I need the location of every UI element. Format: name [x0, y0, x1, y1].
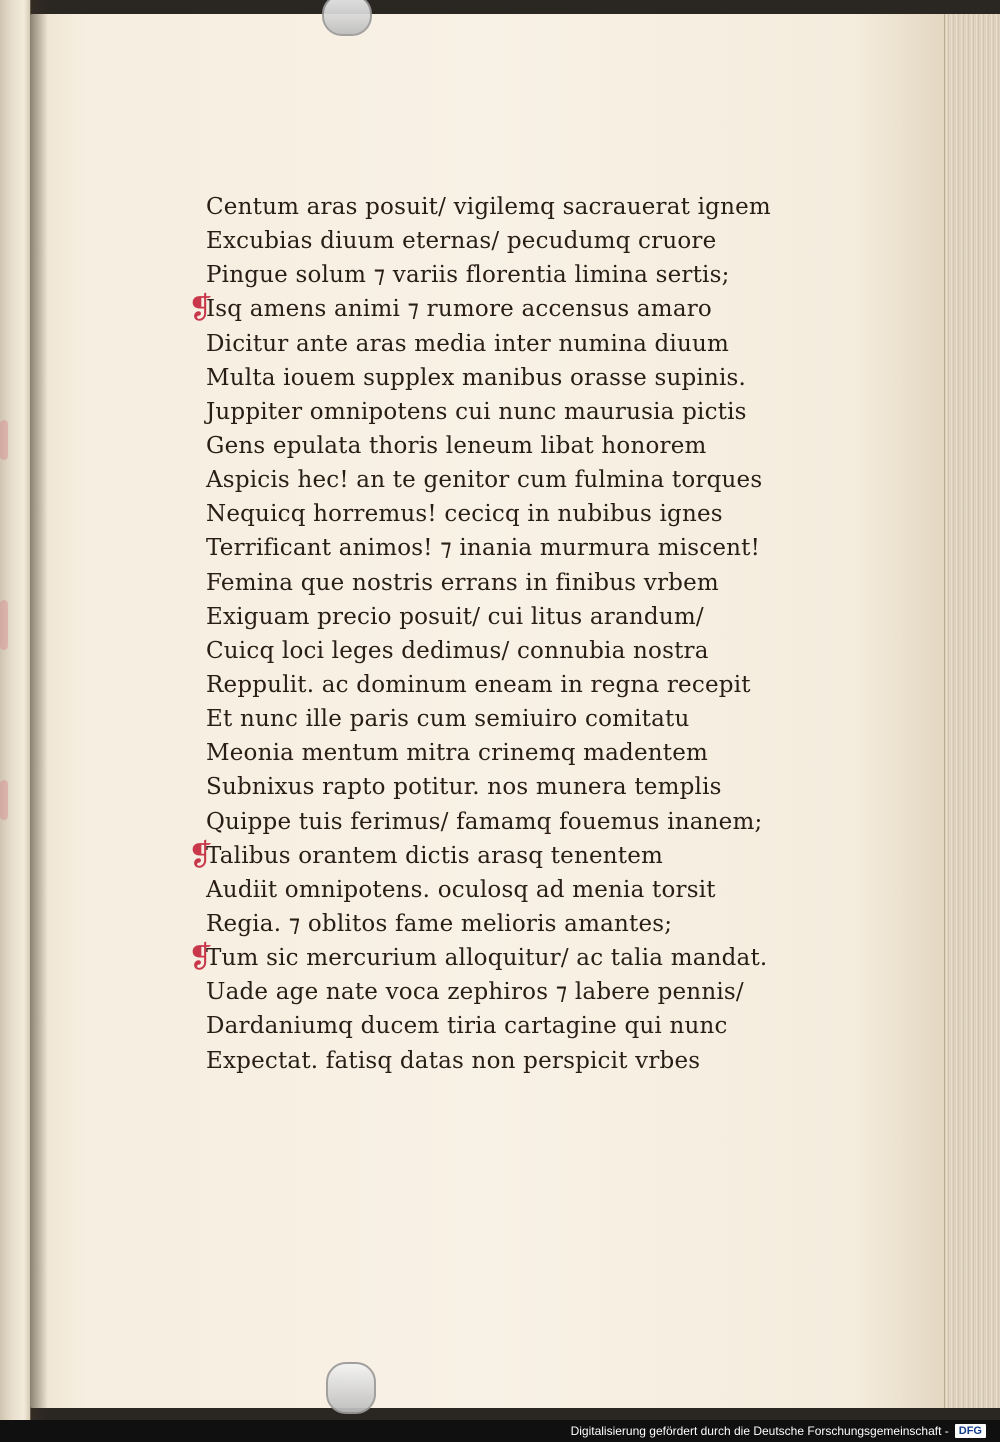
- text-line: [206, 566, 786, 600]
- dfg-logo: DFG: [955, 1424, 986, 1438]
- line-text: Isq amens animi ⁊ rumore accensus amaro: [206, 296, 712, 323]
- book-clip-top: [322, 0, 372, 36]
- text-line: [206, 634, 786, 668]
- line-text: Uade age nate voca zephiros ⁊ labere pennis/: [206, 979, 744, 1006]
- text-line: [206, 736, 786, 770]
- text-line: [206, 429, 786, 463]
- line-text: Regia. ⁊ oblitos fame melioris amantes;: [206, 911, 673, 938]
- text-line: [206, 224, 786, 258]
- line-text: Expectat. fatisq datas non perspicit vrbes: [206, 1047, 701, 1074]
- line-text: Aspicis hec! an te genitor cum fulmina torques: [206, 467, 763, 494]
- line-text: Exiguam precio posuit/ cui litus arandum/: [206, 603, 704, 630]
- line-text: Centum aras posuit/ vigilemq sacrauerat ignem: [206, 194, 771, 221]
- line-text: Cuicq loci leges dedimus/ connubia nostra: [206, 637, 709, 664]
- text-line: [206, 497, 786, 531]
- line-text: Tum sic mercurium alloquitur/ ac talia mandat.: [206, 945, 768, 972]
- line-text: Et nunc ille paris cum semiuiro comitatu: [206, 706, 690, 733]
- text-line: [188, 291, 786, 327]
- rubric-paragraph-mark: ❡: [188, 837, 214, 873]
- line-text: Talibus orantem dictis arasq tenentem: [206, 842, 664, 869]
- line-text: Pingue solum ⁊ variis florentia limina sertis;: [206, 262, 730, 289]
- text-line: [206, 668, 786, 702]
- bleed-through-mark: [0, 780, 8, 820]
- text-line: [206, 190, 786, 224]
- bleed-through-mark: [0, 600, 8, 650]
- printed-text-block: [188, 190, 786, 1078]
- text-line: [206, 975, 786, 1009]
- text-line: [206, 531, 786, 565]
- bleed-through-mark: [0, 420, 8, 460]
- line-text: Dardaniumq ducem tiria cartagine qui nunc: [206, 1013, 728, 1040]
- text-line: [206, 1044, 786, 1078]
- line-text: Multa iouem supplex manibus orasse supinis.: [206, 364, 747, 391]
- line-text: Quippe tuis ferimus/ famamq fouemus inanem;: [206, 808, 763, 835]
- line-text: Juppiter omnipotens cui nunc maurusia pictis: [206, 398, 747, 425]
- text-line: [206, 873, 786, 907]
- digitization-footer: [0, 1420, 1000, 1442]
- text-line: [206, 907, 786, 941]
- line-text: Gens epulata thoris leneum libat honorem: [206, 433, 707, 460]
- book-clip-bottom: [326, 1362, 376, 1414]
- line-text: Dicitur ante aras media inter numina diuum: [206, 330, 730, 357]
- text-line: [206, 327, 786, 361]
- text-line: [206, 600, 786, 634]
- line-text: Audiit omnipotens. oculosq ad menia torsit: [206, 876, 716, 903]
- line-text: Subnixus rapto potitur. nos munera templis: [206, 774, 722, 801]
- text-line: [206, 702, 786, 736]
- text-line: [206, 395, 786, 429]
- text-line: [206, 1009, 786, 1043]
- line-text: Reppulit. ac dominum eneam in regna recepit: [206, 672, 751, 699]
- text-line: [206, 463, 786, 497]
- line-text: Nequicq horremus! cecicq in nubibus ignes: [206, 501, 723, 528]
- page-stack-edge: [944, 14, 1000, 1408]
- left-page-edge: [0, 0, 31, 1420]
- line-text: Excubias diuum eternas/ pecudumq cruore: [206, 228, 717, 255]
- text-line: [206, 770, 786, 804]
- line-text: Terrificant animos! ⁊ inania murmura miscent!: [206, 535, 761, 562]
- text-line: [188, 940, 786, 976]
- text-line: [206, 258, 786, 292]
- rubric-paragraph-mark: ❡: [188, 291, 214, 327]
- text-line: [206, 805, 786, 839]
- funding-credit: Digitalisierung gefördert durch die Deutsche Forschungsgemeinschaft -: [570, 1424, 949, 1438]
- line-text: Femina que nostris errans in finibus vrbem: [206, 569, 719, 596]
- line-text: Meonia mentum mitra crinemq madentem: [206, 740, 709, 767]
- rubric-paragraph-mark: ❡: [188, 940, 214, 976]
- text-line: [206, 361, 786, 395]
- text-line: [188, 837, 786, 873]
- gutter-shadow: [30, 0, 48, 1420]
